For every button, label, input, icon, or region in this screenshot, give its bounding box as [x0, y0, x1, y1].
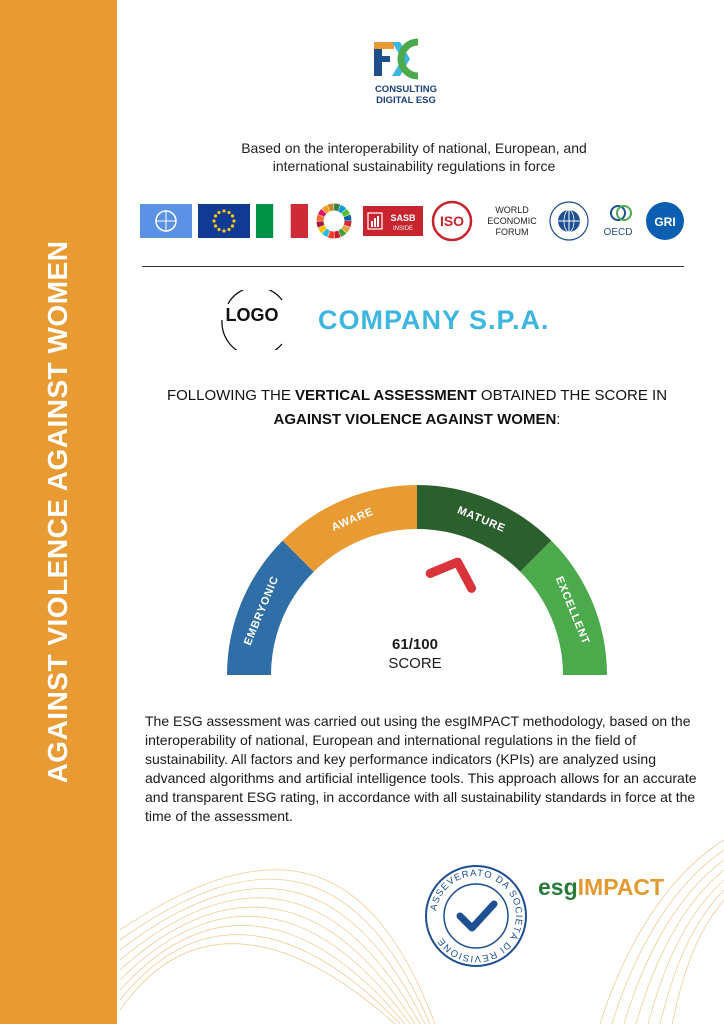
wef-logo-icon	[480, 198, 544, 244]
score-label: SCORE	[388, 655, 442, 672]
methodology-text: The ESG assessment was carried out using the esgIMPACT methodology, based on the interoperability of national, European and international regulations in the field of sustainability. All factors and key performance indicators (KPIs) are analyzed using advanced algorithms and artificial intelligence tools. This approach allows for an accurate and transparent ESG rating, in accordance with all sustainability standards in force at the time of the assessment.	[145, 713, 697, 824]
brand-sub-line1: CONSULTING	[374, 84, 438, 95]
company-name: COMPANY S.P.A.	[318, 305, 550, 335]
assessment-line2	[140, 411, 694, 428]
esg-logo-part2: IMPACT	[577, 874, 665, 900]
gauge-segment-embryonic	[227, 541, 314, 675]
gauge-label-mature: MATURE	[455, 504, 508, 536]
company-logo-text: LOGO	[225, 305, 279, 325]
gauge-label-aware: AWARE	[329, 505, 376, 534]
regulation-logos	[140, 198, 690, 244]
gauge-needle	[430, 555, 478, 589]
brand-subtitle	[346, 84, 466, 106]
assessment-line1	[140, 387, 694, 404]
un-logo-icon	[140, 198, 192, 244]
italy-flag-icon	[256, 198, 308, 244]
assessment-line1-post: OBTAINED THE SCORE IN	[476, 387, 668, 404]
intro-line2: international sustainability regulations in force	[272, 158, 556, 174]
brand-sub-line2: DIGITAL ESG	[376, 95, 436, 106]
svg-text:ASSEVERATO DA SOCIETÀ DI REVIS	[428, 868, 524, 964]
iso-logo-icon	[430, 198, 474, 244]
assessment-line2-post: :	[556, 411, 561, 428]
wef-line3: FORUM	[495, 227, 529, 237]
sasb-label: SASB	[390, 213, 416, 223]
wef-line2: ECONOMIC	[487, 216, 537, 226]
sidebar-title: AGAINST VIOLENCE AGAINST WOMEN	[42, 240, 73, 784]
audit-stamp-icon	[424, 864, 528, 968]
score-value: 61/100	[392, 636, 438, 653]
intro-text	[170, 139, 658, 175]
gauge-segment-excellent	[520, 541, 607, 675]
assessment-category: AGAINST VIOLENCE AGAINST WOMEN	[273, 411, 557, 428]
un-global-compact-icon	[546, 198, 592, 244]
oecd-label: OECD	[603, 227, 633, 238]
intro-line1: Based on the interoperability of national, European, and	[241, 140, 587, 156]
gauge-label-excellent: EXCELLENT	[552, 574, 592, 647]
stamp-text: ASSEVERATO DA SOCIETÀ DI REVISIONE	[428, 867, 525, 965]
assessment-type: VERTICAL ASSESSMENT	[295, 387, 477, 404]
gri-logo-icon	[644, 198, 686, 244]
sdg-wheel-icon	[314, 198, 354, 244]
wef-line1: WORLD	[495, 205, 529, 215]
esg-logo-part1: esg	[538, 874, 578, 900]
esgimpact-logo	[538, 874, 664, 901]
eu-flag-icon	[198, 198, 250, 244]
sasb-logo-icon	[362, 198, 424, 244]
gauge-segment-mature	[417, 485, 551, 572]
sasb-sub-label: INSIDE	[392, 226, 414, 232]
iso-label: ISO	[439, 213, 465, 229]
oecd-logo-icon	[598, 198, 638, 244]
assessment-line1-pre: FOLLOWING THE	[166, 387, 296, 404]
gauge-segment-aware	[283, 485, 417, 572]
gauge-label-embryonic: EMBRYONIC	[241, 574, 282, 648]
divider	[142, 266, 684, 267]
gri-label: GRI	[654, 215, 676, 229]
